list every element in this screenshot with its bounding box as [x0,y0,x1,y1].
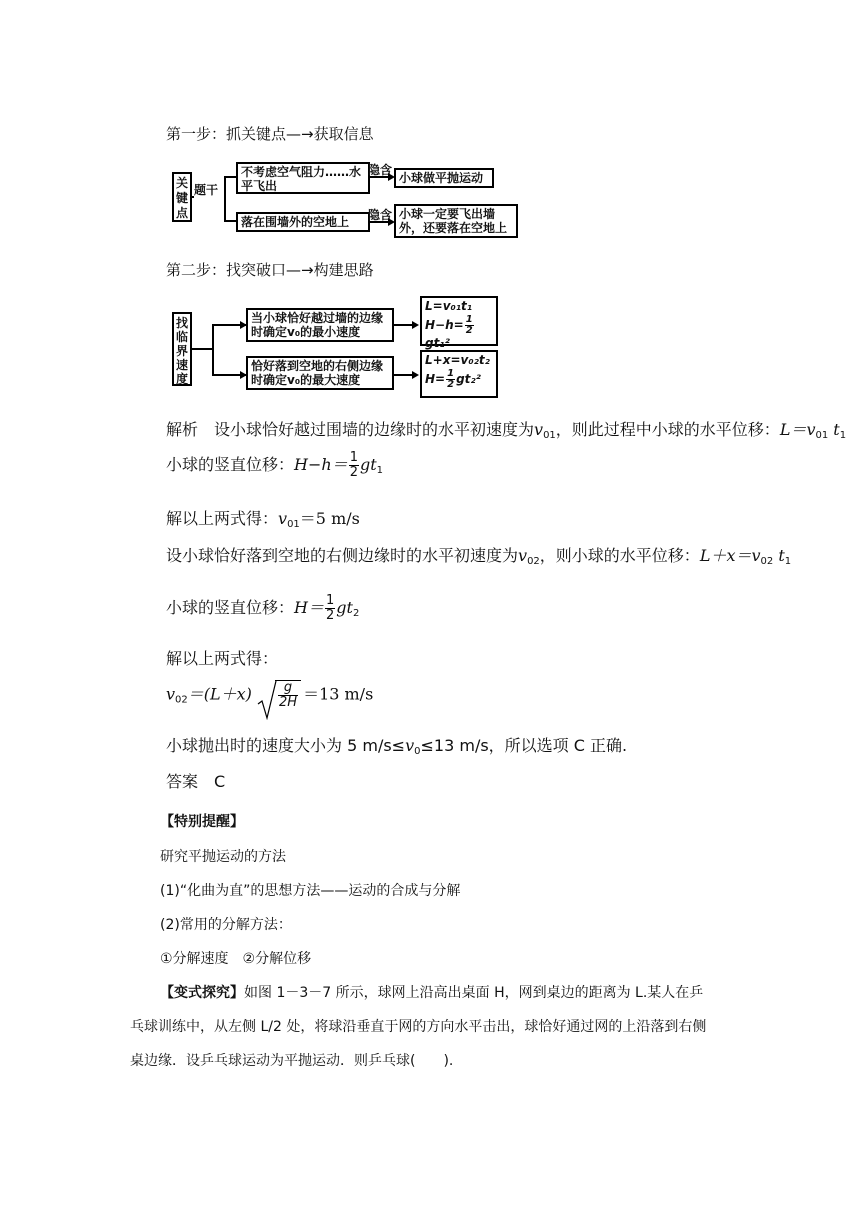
step1-result-a: 小球做平抛运动 [394,168,494,188]
step1-implies-b: 隐含 [368,208,393,222]
variant-line-2: 乓球训练中，从左侧 L/2 处，将球沿垂直于网的方向水平击出，球恰好通过网的上沿落到右侧 [130,1019,707,1035]
variant-label: 【变式探究】 [160,985,244,1001]
step2-formula-a2: H−h= $\frac{1}{2}$ gt₁² [425,314,473,350]
variant-line-1: 【变式探究】如图 1－3－7 所示，球网上沿高出桌面 H，网到桌边的距离为 L.某人在乒 [160,985,704,1001]
tips-line-4: ①分解速度 ②分解位移 [160,951,312,967]
solution-line-4: 设小球恰好落到空地的右侧边缘时的水平初速度为$v_{02}$，则小球的水平位移：$L+x=v_{02}$ $t_1$ [166,546,792,567]
variant-line-3: 桌边缘．设乒乓球运动为平抛运动．则乒乓球( ). [130,1053,454,1069]
arrow-icon [412,371,419,379]
step1-branch-label: 题干 [194,183,219,197]
connector [224,176,226,222]
step1-implies-a: 隐含 [368,163,393,177]
step1-box-a: 不考虑空气阻力……水平飞出 [236,162,370,194]
step2-formula-b1: L+x=v₀₂t₂ [425,353,490,367]
step2-formula-box-a [420,296,498,350]
tips-line-2: (1)“化曲为直”的思想方法——运动的合成与分解 [160,883,461,899]
tips-title: 【特别提醒】 [160,814,244,830]
step2-formula-box-b [420,350,498,398]
solution-line-5: 小球的竖直位移：H＝ $\frac{1}{2}$ $gt_2$ [166,593,360,623]
step2-heading: 第二步：找突破口—→构建思路 [166,261,374,279]
solution-line-8: 小球抛出时的速度大小为 5 $m/s\le v_0\le 13$ m/s，所以选项 C 正确. [166,736,628,757]
solution-line-1: 解析 设小球恰好越过围墙的边缘时的水平初速度为$v_{01}$，则此过程中小球的水平位移：$L=v_{01}$ $t_1$ [166,420,847,441]
arrow-icon [412,321,419,329]
step2-box-a: 当小球恰好越过墙的边缘时确定v₀的最小速度 [246,308,394,342]
step2-box-b: 恰好落到空地的右侧边缘时确定v₀的最大速度 [246,356,394,390]
step2-key-box: 找临界速度 [172,312,192,386]
sqrt-symbol: $\frac{g}{2H}$ [257,680,301,710]
tips-line-3: (2)常用的分解方法： [160,917,292,933]
step1-box-b: 落在围墙外的空地上 [236,212,370,232]
solution-line-3: 解以上两式得：$v_{01}=5$ m/s [166,509,360,530]
tips-line-1: 研究平抛运动的方法 [160,849,286,865]
connector [212,324,214,376]
connector [192,348,214,350]
answer: 答案 C [166,772,226,791]
solution-line-2: 小球的竖直位移：H−h＝ $\frac{1}{2}$ $gt_1$ [166,450,384,480]
step2-formula-a1: L=v₀₁t₁ [425,299,473,313]
step1-key-box: 关键点 [172,172,192,222]
step2-formula-b2: H= $\frac{1}{2}$ gt₂² [425,368,481,390]
step1-heading: 第一步：抓关键点—→获取信息 [166,125,374,143]
solution-line-7: $v_{02}=(L+x)$ $\frac{g}{2H}$ ＝13 m/s [166,680,373,710]
solution-line-6: 解以上两式得： [166,649,279,668]
step1-result-b: 小球一定要飞出墙外，还要落在空地上 [394,204,518,238]
